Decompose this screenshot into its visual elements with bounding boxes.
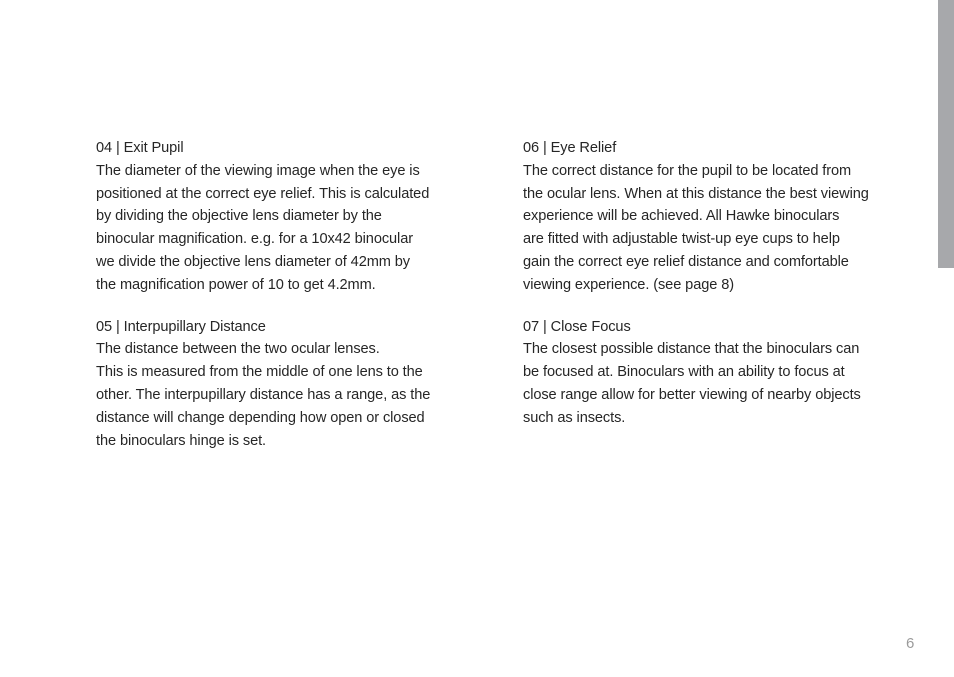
section-exit-pupil: [96, 137, 472, 297]
body-line: The correct distance for the pupil to be located from: [523, 162, 852, 179]
section-close-focus: [523, 316, 909, 430]
body-line: This is measured from the middle of one lens to the: [96, 364, 423, 381]
body-line: other. The interpupillary distance has a range, as the: [96, 386, 431, 403]
body-line: The diameter of the viewing image when the eye is: [96, 162, 420, 179]
body-line: The distance between the two ocular lenses.: [96, 341, 380, 358]
body-line: experience will be achieved. All Hawke binoculars: [523, 208, 840, 225]
body-line: are fitted with adjustable twist-up eye cups to help: [523, 231, 840, 248]
body-line: we divide the objective lens diameter of 42mm by: [96, 253, 410, 270]
body-line: by dividing the objective lens diameter by the: [96, 208, 382, 225]
section-heading: 07 | Close Focus: [523, 318, 631, 335]
section-heading: 05 | Interpupillary Distance: [96, 318, 266, 335]
body-line: viewing experience. (see page 8): [523, 276, 734, 293]
section-heading: 04 | Exit Pupil: [96, 140, 184, 156]
section-heading: 06 | Eye Relief: [523, 140, 617, 156]
body-line: binocular magnification. e.g. for a 10x42 binocular: [96, 231, 413, 248]
body-line: gain the correct eye relief distance and comfortable: [523, 253, 849, 270]
body-line: the magnification power of 10 to get 4.2mm.: [96, 276, 376, 293]
side-tab-marker: [938, 0, 954, 268]
body-line: distance will change depending how open or closed: [96, 409, 425, 426]
body-line: close range allow for better viewing of nearby objects: [523, 386, 861, 403]
body-line: the ocular lens. When at this distance the best viewing: [523, 185, 869, 202]
left-column: [96, 137, 472, 471]
body-line: such as insects.: [523, 409, 626, 426]
body-line: be focused at. Binoculars with an ability to focus at: [523, 364, 845, 381]
page-number: 6: [906, 635, 915, 652]
body-line: The closest possible distance that the binoculars can: [523, 341, 860, 358]
section-interpupillary-distance: [96, 316, 472, 453]
right-column: [523, 137, 909, 449]
section-eye-relief: [523, 137, 909, 297]
body-line: positioned at the correct eye relief. This is calculated: [96, 185, 430, 202]
body-line: the binoculars hinge is set.: [96, 432, 266, 449]
